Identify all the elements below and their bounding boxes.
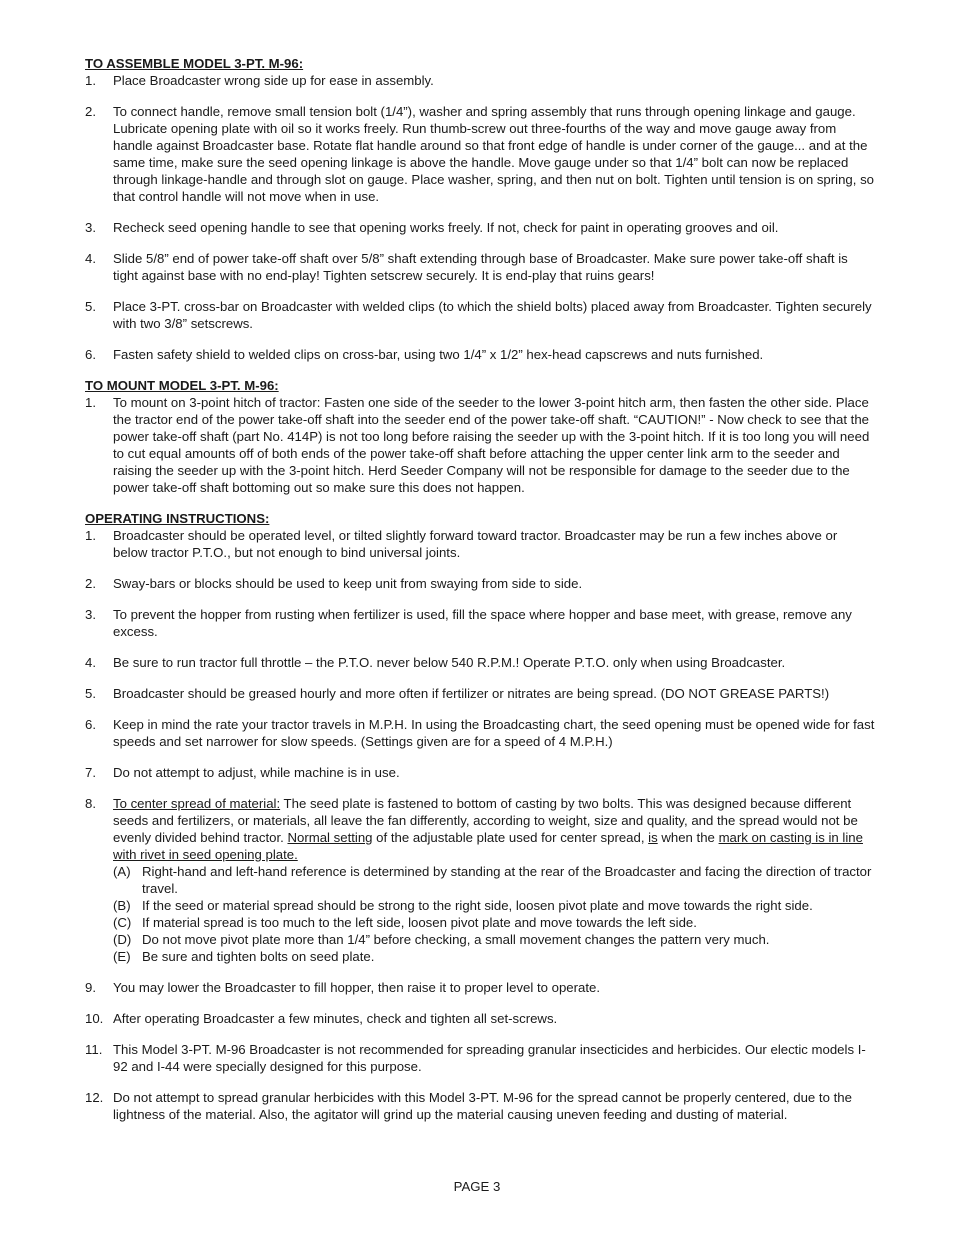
sub-item (113, 897, 875, 914)
sub-item-text: If material spread is too much to the left side, loosen pivot plate and move towards the left side. (142, 915, 697, 930)
item-number: 4. (85, 655, 96, 670)
sub-item (113, 931, 875, 948)
list-item (85, 1041, 875, 1075)
list-item (85, 716, 875, 750)
section-heading-operating: OPERATING INSTRUCTIONS: (85, 511, 270, 526)
sub-item-label: (D) (113, 932, 132, 947)
assemble-section (85, 55, 875, 363)
item-number: 3. (85, 220, 96, 235)
item-text-part: of the adjustable plate used for center spread, (372, 830, 649, 845)
sub-item (113, 863, 875, 897)
sub-item-text: Be sure and tighten bolts on seed plate. (142, 949, 375, 964)
list-item (85, 606, 875, 640)
sub-item-label: (A) (113, 864, 131, 879)
sub-item (113, 914, 875, 931)
list-item (85, 979, 875, 996)
list-item (85, 764, 875, 781)
item-text-part: The seed plate is fastened to bottom of casting by two bolts. This was designed because different seeds and fertilizers, or materials, all leave the fan differently, according to weight, size and quality, and the spread would not be evenly divided behind tractor. (113, 796, 858, 845)
item-text: Place 3-PT. cross-bar on Broadcaster with welded clips (to which the shield bolts) placed away from Broadcaster. Tighten securely with two 3/8” setscrews. (113, 299, 872, 331)
item-number: 7. (85, 765, 96, 780)
sub-item-text: If the seed or material spread should be strong to the right side, loosen pivot plate and move towards the right side. (142, 898, 813, 913)
item-text: To mount on 3-point hitch of tractor: Fasten one side of the seeder to the lower 3-point hitch arm, then fasten the other side. Place the tractor end of the power take-off shaft into the seeder end of the power take-off shaft. “CAUTION!” - Now check to see that the power take-off shaft (part No. 414P) is not too long before raising the seeder up with the 3-point hitch. If it is too long you will need to cut equal amounts off of both ends of the power take-off shaft before attaching the upper center link arm to the seeder and raising the seeder up with the 3-point hitch. Herd Seeder Company will not be responsible for damage to the seeder due to the power take-off shaft bottoming out so make sure this does not happen. (113, 395, 870, 495)
section-heading-mount: TO MOUNT MODEL 3-PT. M-96: (85, 378, 279, 393)
item-body (113, 795, 875, 965)
document-page (85, 55, 875, 1137)
item-underlined: is (648, 830, 658, 845)
sub-item-label: (E) (113, 949, 131, 964)
list-item-center-spread (85, 795, 875, 965)
item-text: Recheck seed opening handle to see that opening works freely. If not, check for paint in operating grooves and oil. (113, 220, 779, 235)
list-item (85, 250, 875, 284)
list-item (85, 1010, 875, 1027)
list-item (85, 685, 875, 702)
item-number: 2. (85, 104, 96, 119)
item-text: To prevent the hopper from rusting when fertilizer is used, fill the space where hopper and base meet, with grease, remove any excess. (113, 607, 852, 639)
list-item (85, 527, 875, 561)
sub-item (113, 948, 875, 965)
item-number: 10. (85, 1011, 104, 1026)
page-number: PAGE 3 (453, 1179, 501, 1194)
item-text: Be sure to run tractor full throttle – the P.T.O. never below 540 R.P.M.! Operate P.T.O. only when using Broadcaster. (113, 655, 786, 670)
item-text: To connect handle, remove small tension bolt (1/4”), washer and spring assembly that runs through opening linkage and gauge. Lubricate opening plate with oil so it works freely. Run thumb-screw out three-fourths of the way and move gauge away from handle against Broadcaster base. Rotate flat handle around so that front edge of handle is under corner of the gauge... and at the same time, make sure the seed opening linkage is above the handle. Move gauge under so that 1/4” bolt can now be replaced through linkage-handle and through slot on gauge. Place washer, spring, and then nut on bolt. Tighten until tension is on spring, so that control handle will not move when in use. (113, 104, 874, 204)
section-heading-assemble: TO ASSEMBLE MODEL 3-PT. M-96: (85, 56, 304, 71)
item-underlined: Normal setting (287, 830, 373, 845)
list-item (85, 575, 875, 592)
sub-item-text: Right-hand and left-hand reference is determined by standing at the rear of the Broadcaster and facing the direction of tractor travel. (142, 864, 872, 896)
list-item (85, 219, 875, 236)
item-text: Place Broadcaster wrong side up for ease in assembly. (113, 73, 434, 88)
list-item (85, 654, 875, 671)
item-number: 8. (85, 796, 96, 811)
item-number: 1. (85, 395, 96, 410)
item-text-part: when the (657, 830, 719, 845)
item-text: After operating Broadcaster a few minutes, check and tighten all set-screws. (113, 1011, 558, 1026)
list-item (85, 394, 875, 496)
item-number: 3. (85, 607, 96, 622)
list-item (85, 1089, 875, 1123)
item-number: 5. (85, 299, 96, 314)
item-text: Broadcaster should be operated level, or tilted slightly forward toward tractor. Broadcaster may be run a few inches above or below tractor P.T.O., but not enough to bind universal joints. (113, 528, 838, 560)
item-number: 6. (85, 347, 96, 362)
operating-section (85, 510, 875, 1123)
item-text: Slide 5/8” end of power take-off shaft over 5/8” shaft extending through base of Broadcaster. Make sure power take-off shaft is tight against base with no end-play! Tighten setscrew securely. It is end-play that ruins gears! (113, 251, 848, 283)
list-item (85, 298, 875, 332)
item-number: 11. (85, 1042, 103, 1057)
item-text: This Model 3-PT. M-96 Broadcaster is not recommended for spreading granular insecticides and herbicides. Our electic models I-92 and I-44 were specially designed for this purpose. (113, 1042, 866, 1074)
item-underlined: mark on casting is in line with rivet in seed opening plate. (113, 830, 863, 862)
item-lead: To center spread of material: (113, 796, 281, 811)
list-item (85, 103, 875, 205)
item-text: Do not attempt to spread granular herbicides with this Model 3-PT. M-96 for the spread cannot be properly centered, due to the lightness of the material. Also, the agitator will grind up the material causing uneven feeding and dusting of material. (113, 1090, 852, 1122)
sub-item-label: (C) (113, 915, 132, 930)
item-number: 2. (85, 576, 96, 591)
item-text: You may lower the Broadcaster to fill hopper, then raise it to proper level to operate. (113, 980, 600, 995)
item-text: Fasten safety shield to welded clips on cross-bar, using two 1/4” x 1/2” hex-head capscrews and nuts furnished. (113, 347, 764, 362)
item-text: Do not attempt to adjust, while machine is in use. (113, 765, 400, 780)
item-number: 5. (85, 686, 96, 701)
item-text: Broadcaster should be greased hourly and more often if fertilizer or nitrates are being spread. (DO NOT GREASE PARTS!) (113, 686, 830, 701)
item-number: 6. (85, 717, 96, 732)
item-text (113, 795, 875, 863)
list-item (85, 72, 875, 89)
mount-section (85, 377, 875, 496)
sub-item-text: Do not move pivot plate more than 1/4” before checking, a small movement changes the pattern very much. (142, 932, 770, 947)
item-number: 9. (85, 980, 96, 995)
item-number: 1. (85, 528, 96, 543)
list-item (85, 346, 875, 363)
item-text: Sway-bars or blocks should be used to keep unit from swaying from side to side. (113, 576, 583, 591)
item-number: 4. (85, 251, 96, 266)
item-text: Keep in mind the rate your tractor travels in M.P.H. In using the Broadcasting chart, the seed opening must be opened wide for fast speeds and set narrower for slow speeds. (Settings given are for a speed of 4 M.P.H.) (113, 717, 875, 749)
item-number: 12. (85, 1090, 104, 1105)
sub-item-label: (B) (113, 898, 131, 913)
item-number: 1. (85, 73, 96, 88)
